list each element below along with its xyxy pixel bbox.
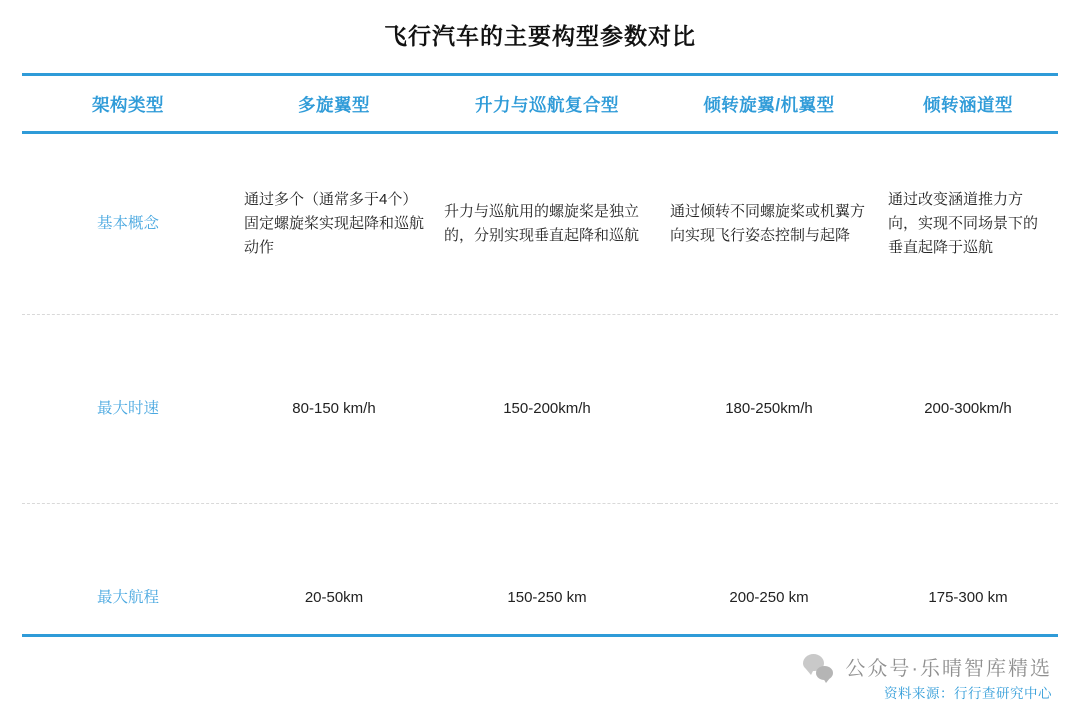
- cell-speed-multirotor: [234, 315, 434, 504]
- cell-concept-lift-cruise: [434, 133, 660, 315]
- cell-text: 80-150 km/h: [292, 399, 376, 417]
- cell-concept-tiltduct: [878, 133, 1058, 315]
- row-label-max-speed: 最大时速: [22, 315, 234, 504]
- wechat-icon: [803, 654, 833, 680]
- cell-text: 150-250 km: [507, 588, 587, 606]
- table-row: [22, 133, 1058, 315]
- column-header-architecture: 架构类型: [22, 75, 234, 133]
- footer: [0, 640, 1080, 701]
- column-header-lift-cruise: 升力与巡航复合型: [434, 75, 660, 133]
- cell-text: 通过倾转不同螺旋桨或机翼方向实现飞行姿态控制与起降: [670, 202, 866, 244]
- wechat-account-label: 公众号·乐晴智库精选: [845, 658, 1052, 680]
- page-title: 飞行汽车的主要构型参数对比: [384, 23, 696, 49]
- cell-text: 20-50km: [304, 588, 364, 606]
- cell-speed-lift-cruise: [434, 315, 660, 504]
- table-row: [22, 315, 1058, 504]
- column-header-multirotor: 多旋翼型: [234, 75, 434, 133]
- column-header-tiltrotor: 倾转旋翼/机翼型: [660, 75, 878, 133]
- row-label-max-range: 最大航程: [96, 589, 159, 607]
- source-note: 资料来源：行行查研究中心: [884, 686, 1052, 701]
- table-body: [22, 133, 1058, 693]
- table-header: [22, 75, 1058, 133]
- cell-text: 通过改变涵道推力方向，实现不同场景下的垂直起降于巡航: [888, 190, 1039, 257]
- wechat-brand: [803, 652, 1052, 681]
- cell-text: 200-300km/h: [924, 399, 1012, 417]
- comparison-table: [22, 73, 1058, 692]
- row-label-concept: 基本概念: [22, 133, 234, 315]
- cell-speed-tiltduct: [878, 315, 1058, 504]
- cell-concept-tiltrotor: [660, 133, 878, 315]
- cell-text: 180-250km/h: [725, 399, 813, 417]
- cell-text: 175-300 km: [928, 588, 1008, 606]
- cell-text: 200-250 km: [729, 588, 809, 606]
- comparison-table-container: [22, 73, 1058, 692]
- cell-text: 150-200km/h: [503, 399, 591, 417]
- column-header-tiltduct: 倾转涵道型: [878, 75, 1058, 133]
- cell-concept-multirotor: [234, 133, 434, 315]
- table-bottom-rule: [22, 634, 1058, 637]
- table-header-row: [22, 75, 1058, 133]
- cell-text: 升力与巡航用的螺旋桨是独立的，分别实现垂直起降和巡航: [444, 202, 640, 244]
- cell-speed-tiltrotor: [660, 315, 878, 504]
- cell-text: 通过多个（通常多于4个）固定螺旋桨实现起降和巡航动作: [244, 190, 425, 257]
